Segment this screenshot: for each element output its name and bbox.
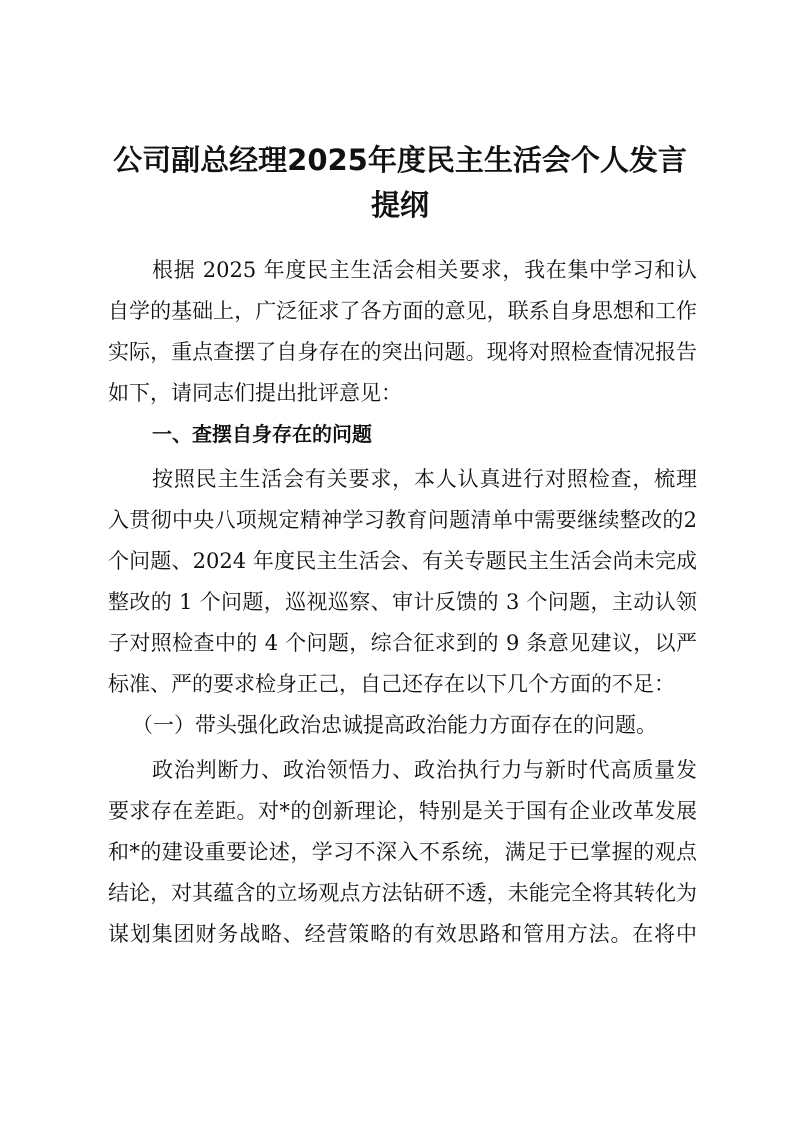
text-line: 谋划集团财务战略、经营策略的有效思路和管用方法。在将中 (108, 922, 697, 946)
title-line-2: 提纲 (370, 188, 429, 222)
paragraph-political (108, 750, 697, 955)
paragraph-problems (108, 459, 697, 705)
document-body (108, 250, 697, 955)
text-line: 要求存在差距。对*的创新理论，特别是关于国有企业改革发展 (108, 799, 697, 823)
title-line-1: 公司副总经理2025年度民主生活会个人发言 (113, 143, 687, 177)
text-line: 和*的建设重要论述，学习不深入不系统，满足于已掌握的观点 (108, 840, 697, 864)
text-line: 整改的 1 个问题，巡视巡察、审计反馈的 3 个问题，主动认领 (108, 590, 697, 614)
text-line: 个问题、2024 年度民主生活会、有关专题民主生活会尚未完成 (108, 549, 697, 573)
text-line: 如下，请同志们提出批评意见： (108, 381, 402, 405)
text-line: 标准、严的要求检身正己，自己还存在以下几个方面的不足： (108, 672, 675, 696)
text-line: 入贯彻中央八项规定精神学习教育问题清单中需要继续整改的2 (108, 508, 697, 532)
text-line: 实际，重点查摆了自身存在的突出问题。现将对照检查情况报告 (108, 340, 697, 364)
text-line: 自学的基础上，广泛征求了各方面的意见，联系自身思想和工作 (108, 299, 697, 323)
paragraph-intro (108, 250, 697, 414)
text-line: 政治判断力、政治领悟力、政治执行力与新时代高质量发 (152, 758, 697, 782)
section-heading: 一、查摆自身存在的问题 (152, 422, 372, 446)
text-line: 按照民主生活会有关要求，本人认真进行对照检查，梳理 (152, 467, 697, 491)
text-line: 根据 2025 年度民主生活会相关要求，我在集中学习和认 (152, 258, 697, 282)
subsection-heading: （一）带头强化政治忠诚提高政治能力方面存在的问题。 (132, 713, 657, 737)
text-line: 子对照检查中的 4 个问题，综合征求到的 9 条意见建议，以严 (108, 631, 697, 655)
text-line: 结论，对其蕴含的立场观点方法钻研不透，未能完全将其转化为 (108, 881, 697, 905)
